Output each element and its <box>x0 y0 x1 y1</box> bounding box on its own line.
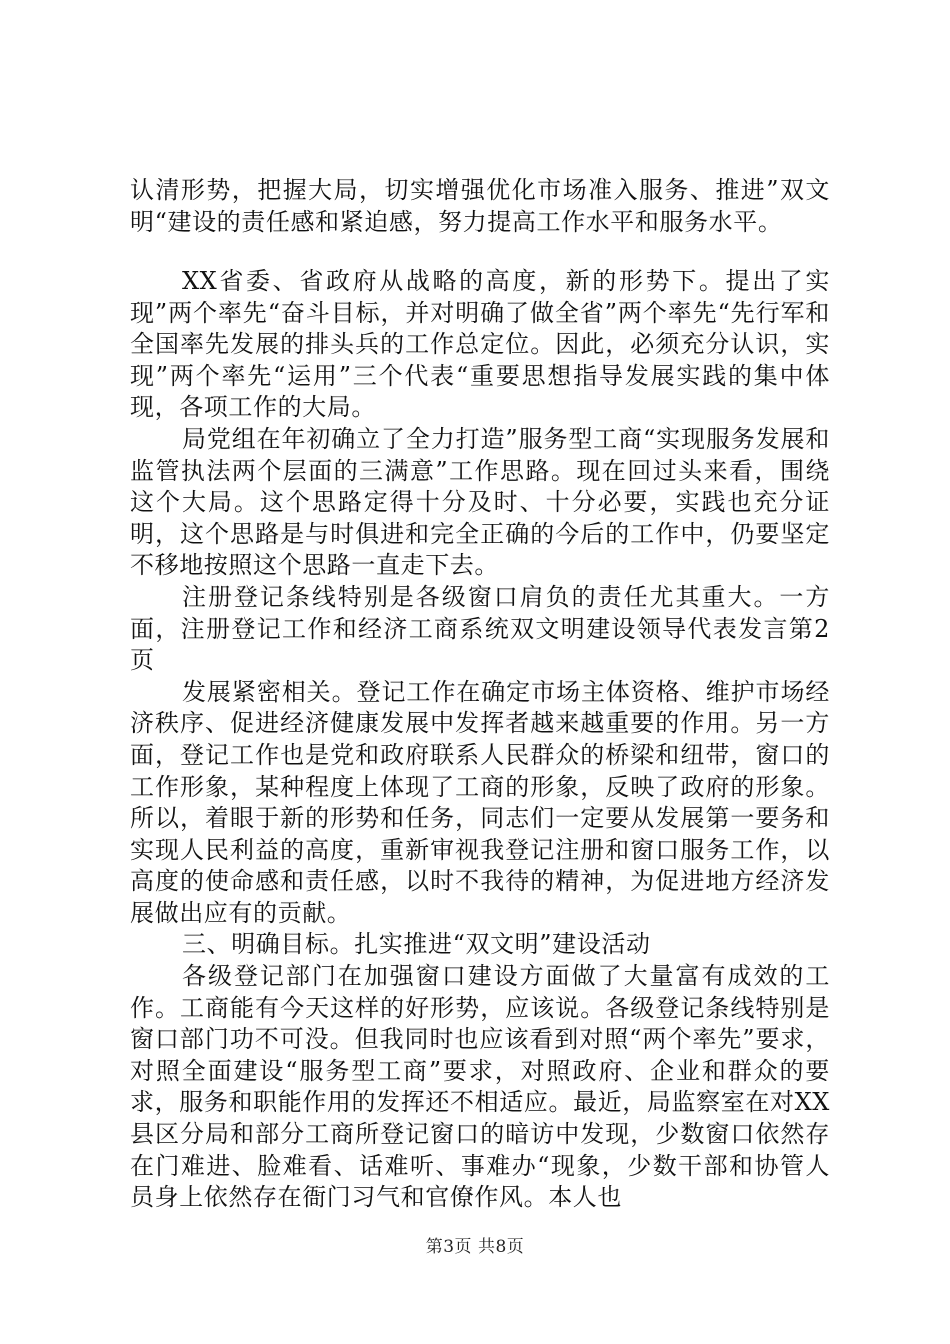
paragraph-development: 发展紧密相关。登记工作在确定市场主体资格、维护市场经济秩序、促进经济健康发展中发挥者越来越重要的作用。另一方面，登记工作也是党和政府联系人民群众的桥梁和纽带，窗口的工作形象，某种程度上体现了工商的形象，反映了政府的形象。所以，着眼于新的形势和任务，同志们一定要从发展第一要务和实现人民利益的高度，重新审视我登记注册和窗口服务工作，以高度的使命感和责任感，以时不我待的精神，为促进地方经济发展做出应有的贡献。 <box>130 677 830 927</box>
page-footer: 第3页 共8页 <box>425 1237 525 1257</box>
paragraph-work-approach: 局党组在年初确立了全力打造”服务型工商“实现服务发展和监管执法两个层面的三满意”工作思路。现在回过头来看，围绕这个大局。这个思路定得十分及时、十分必要，实践也充分证明，这个思路是与时俱进和完全正确的今后的工作中，仍要坚定不移地按照这个思路一直走下去。 <box>130 424 830 580</box>
lead-paragraph: 认清形势，把握大局，切实增强优化市场准入服务、推进”双文明“建设的责任感和紧迫感，努力提高工作水平和服务水平。 <box>130 176 830 236</box>
paragraph-registration-duty: 注册登记条线特别是各级窗口肩负的责任尤其重大。一方面，注册登记工作和经济工商系统双文明建设领导代表发言第2页 <box>130 582 830 675</box>
body-text-block <box>130 266 830 1214</box>
section-heading: 三、明确目标。扎实推进“双文明”建设活动 <box>182 930 651 959</box>
paragraph-strategy: XX省委、省政府从战略的高度，新的形势下。提出了实现”两个率先“奋斗目标，并对明确了做全省”两个率先“先行军和全国率先发展的排头兵的工作总定位。因此，必须充分认识，实现”两个率先“运用”三个代表“重要思想指导发展实践的集中体现，各项工作的大局。 <box>130 267 830 422</box>
paragraph-window-construction: 各级登记部门在加强窗口建设方面做了大量富有成效的工作。工商能有今天这样的好形势，应该说。各级登记条线特别是窗口部门功不可没。但我同时也应该看到对照“两个率先”要求，对照全面建设“服务型工商”要求，对照政府、企业和群众的要求，服务和职能作用的发挥还不相适应。最近，局监察室在对XX县区分局和部分工商所登记窗口的暗访中发现，少数窗口依然存在门难进、脸难看、话难听、事难办“现象，少数干部和协管人员身上依然存在衙门习气和官僚作风。本人也 <box>130 962 830 1212</box>
lead-text-block <box>130 175 830 238</box>
